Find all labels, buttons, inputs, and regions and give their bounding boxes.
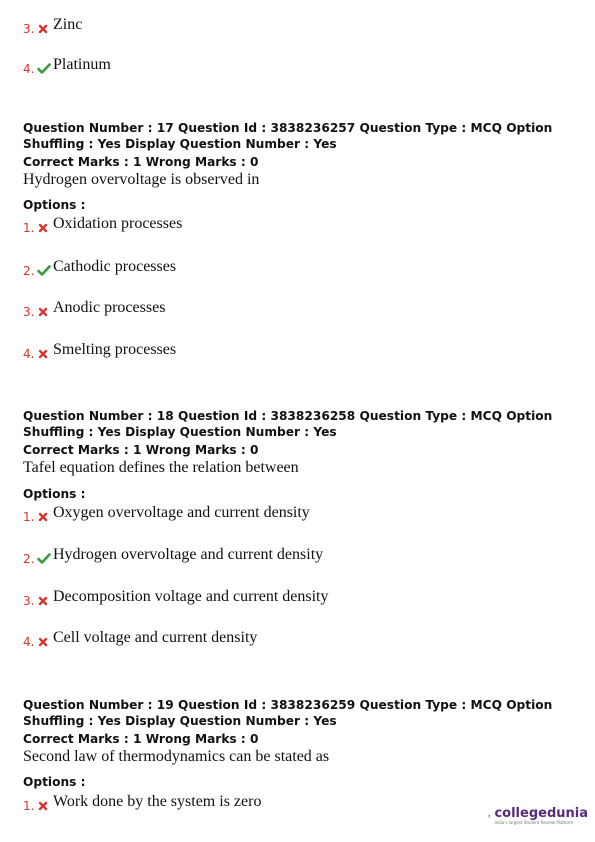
option-number: 3. [23,22,35,36]
option-text: Hydrogen overvoltage and current density [53,546,324,563]
option-text: Work done by the system is zero [53,793,262,810]
cross-icon [37,214,51,234]
cross-icon [37,15,51,35]
logo-tagline: India's largest Student Review Platform [494,819,574,825]
option-number: 4. [23,635,35,649]
option-row [23,627,257,649]
option-text: Platinum [53,56,111,73]
option-row [23,256,176,278]
option-row [23,339,176,361]
option-row [23,544,323,566]
cross-icon [37,340,51,360]
option-row [23,14,82,36]
option-number: 4. [23,347,35,361]
check-icon [37,257,51,277]
question-header: Question Number : 19 Question Id : 3838236259 Question Type : MCQ Option Shuffling : Yes Display Question Number : Yes [23,698,553,728]
option-number: 2. [23,264,35,278]
question-marks: Correct Marks : 1 Wrong Marks : 0 [23,155,259,169]
option-row [23,791,261,813]
option-number: 1. [23,510,35,524]
option-row [23,502,310,524]
option-text: Anodic processes [53,299,166,316]
option-text: Smelting processes [53,341,177,358]
option-number: 1. [23,799,35,813]
option-row [23,54,111,76]
option-text: Decomposition voltage and current density [53,588,329,605]
option-number: 2. [23,552,35,566]
cross-icon [37,587,51,607]
cross-icon [37,298,51,318]
question-text: Tafel equation defines the relation between [23,459,299,476]
option-number: 1. [23,221,35,235]
option-text: Cathodic processes [53,258,177,275]
options-label: Options : [23,775,86,789]
check-icon [37,55,51,75]
check-icon [37,545,51,565]
options-label: Options : [23,487,86,501]
option-number: 3. [23,305,35,319]
question-header: Question Number : 18 Question Id : 3838236258 Question Type : MCQ Option Shuffling : Yes Display Question Number : Yes [23,409,553,439]
cross-icon [37,792,51,812]
option-number: 3. [23,594,35,608]
student-mascot-icon [488,802,490,830]
collegedunia-logo [488,800,588,832]
option-text: Cell voltage and current density [53,629,258,646]
question-marks: Correct Marks : 1 Wrong Marks : 0 [23,732,259,746]
option-row [23,297,165,319]
cross-icon [37,628,51,648]
logo-wordmark: collegedunia [494,805,588,821]
option-text: Oxygen overvoltage and current density [53,504,310,521]
question-header: Question Number : 17 Question Id : 3838236257 Question Type : MCQ Option Shuffling : Yes Display Question Number : Yes [23,121,553,151]
question-marks: Correct Marks : 1 Wrong Marks : 0 [23,443,259,457]
question-text: Hydrogen overvoltage is observed in [23,171,260,188]
options-label: Options : [23,198,86,212]
option-row [23,213,182,235]
option-text: Oxidation processes [53,215,183,232]
option-text: Zinc [53,16,83,33]
option-number: 4. [23,62,35,76]
cross-icon [37,503,51,523]
question-text: Second law of thermodynamics can be stated as [23,748,330,765]
option-row [23,586,328,608]
